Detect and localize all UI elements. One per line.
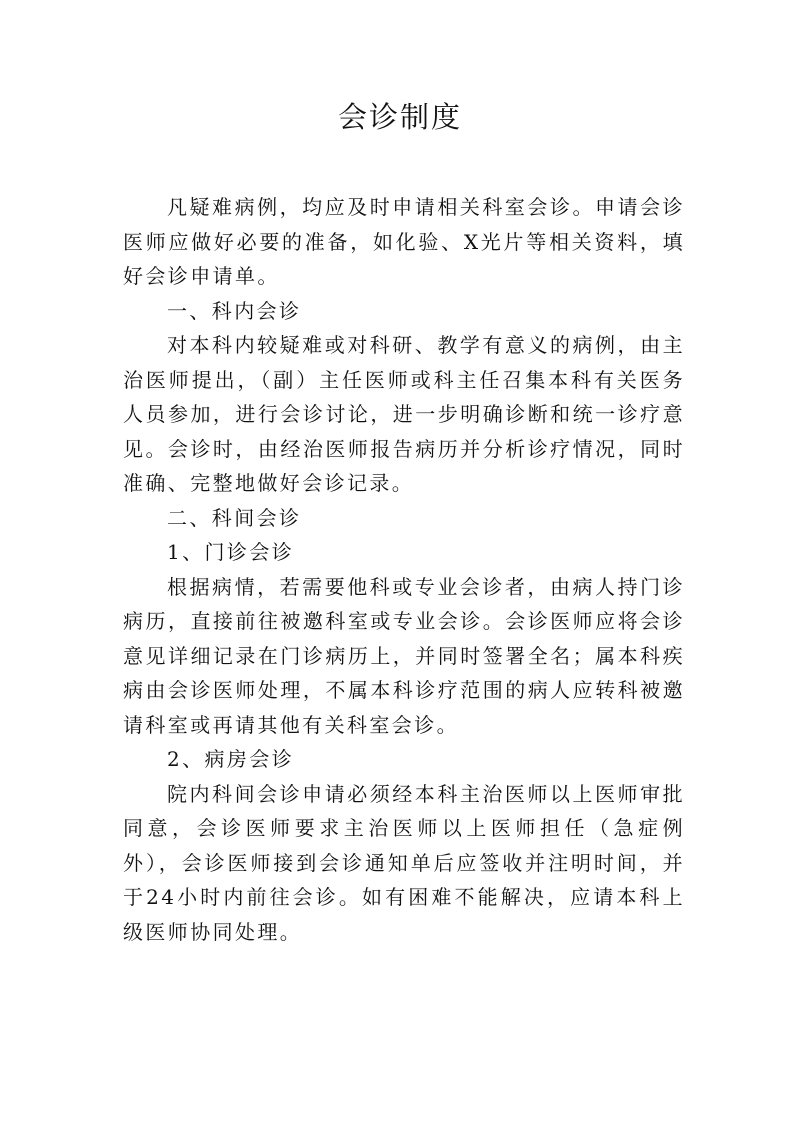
intro-paragraph: 凡疑难病例，均应及时申请相关科室会诊。申请会诊医师应做好必要的准备，如化验、X光片等相关资料，填好会诊申请单。 (123, 195, 685, 288)
outpatient-consultation-paragraph: 根据病情，若需要他科或专业会诊者，由病人持门诊病历，直接前往被邀科室或专业会诊。会诊医师应将会诊意见详细记录在门诊病历上，并同时签署全名；属本科疾病由会诊医师处理，不属本科诊疗范围的病人应转科被邀请科室或再请其他有关科室会诊。 (123, 574, 685, 737)
section-heading-interdepartment-consultation: 二、科间会诊 (167, 505, 302, 530)
ward-consultation-paragraph: 院内科间会诊申请必须经本科主治医师以上医师审批同意，会诊医师要求主治医师以上医师担任（急症例外），会诊医师接到会诊通知单后应签收并注明时间，并于24小时内前往会诊。如有困难不能解决，应请本科上级医师协同处理。 (123, 781, 685, 944)
document-body (123, 190, 685, 949)
internal-consultation-paragraph: 对本科内较疑难或对科研、教学有意义的病例，由主治医师提出，（副）主任医师或科主任召集本科有关医务人员参加，进行会诊讨论，进一步明确诊断和统一诊疗意见。会诊时，由经治医师报告病历并分析诊疗情况，同时准确、完整地做好会诊记录。 (123, 333, 685, 495)
subsection-heading-ward-consultation: 2、病房会诊 (167, 747, 295, 771)
subsection-heading-outpatient-consultation: 1、门诊会诊 (167, 540, 295, 564)
section-heading-internal-consultation: 一、科内会诊 (167, 298, 302, 323)
page-title: 会诊制度 (337, 100, 462, 134)
